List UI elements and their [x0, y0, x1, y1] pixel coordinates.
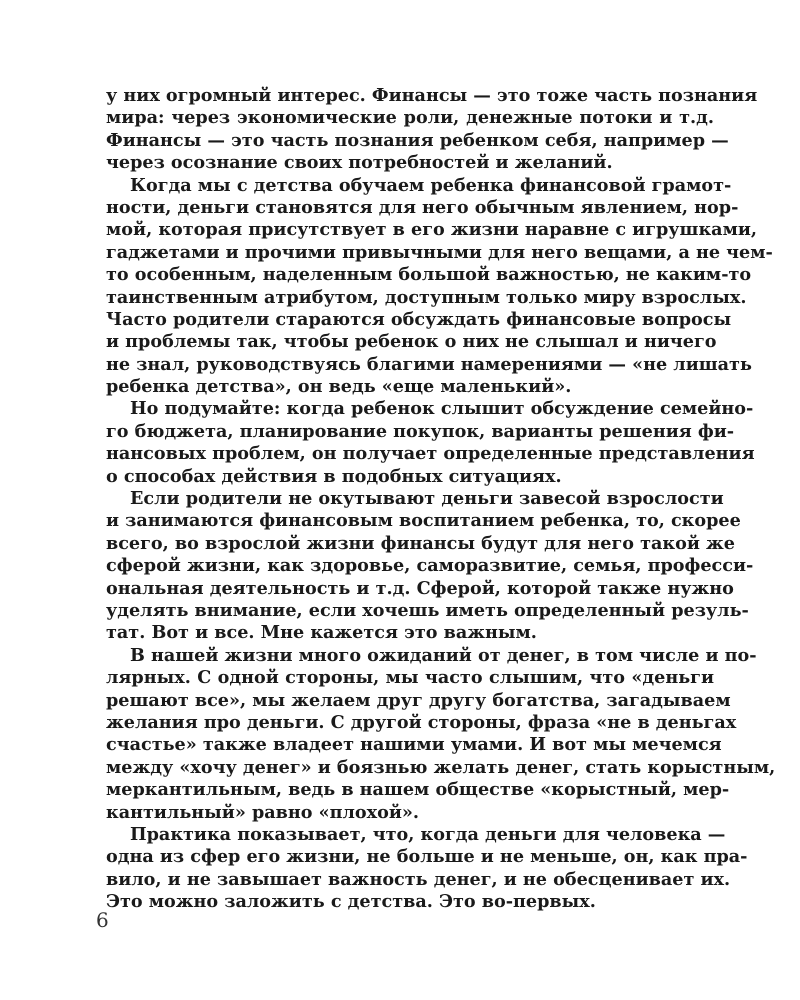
text-line: мира: через экономические роли, денежные потоки и т.д. [106, 107, 714, 129]
page-number: 6 [96, 908, 109, 932]
text-line: В нашей жизни много ожиданий от денег, в том числе и по- [130, 644, 757, 666]
text-line: уделять внимание, если хочешь иметь определенный резуль- [106, 599, 749, 621]
text-line: то особенным, наделенным большой важностью, не каким-то [106, 264, 752, 286]
text-line: желания про деньги. С другой стороны, фраза «не в деньгах [106, 711, 737, 733]
text-line: между «хочу денег» и боязнью желать денег, стать корыстным, [106, 756, 776, 778]
text-line: го бюджета, планирование покупок, варианты решения фи- [106, 420, 735, 442]
text-line: одна из сфер его жизни, не больше и не меньше, он, как пра- [106, 846, 748, 868]
text-line: и занимаются финансовым воспитанием ребенка, то, скорее [106, 510, 741, 532]
text-line: счастье» также владеет нашими умами. И вот мы мечемся [106, 734, 722, 756]
text-line: Практика показывает, что, когда деньги для человека — [130, 823, 726, 845]
text-line: вило, и не завышает важность денег, и не обесценивает их. [106, 868, 731, 890]
text-line: Если родители не окутывают деньги завесой взрослости [130, 488, 724, 510]
text-line: тат. Вот и все. Мне кажется это важным. [106, 622, 537, 644]
text-line: кантильный» равно «плохой». [106, 801, 420, 823]
text-line: и проблемы так, чтобы ребенок о них не слышал и ничего [106, 331, 717, 353]
text-line: ребенка детства», он ведь «еще маленький». [106, 376, 572, 398]
body-text [106, 85, 776, 913]
text-line: меркантильным, ведь в нашем обществе «корыстный, мер- [106, 779, 730, 801]
text-line: таинственным атрибутом, доступным только миру взрослых. [106, 286, 747, 308]
text-line: не знал, руководствуясь благими намерениями — «не лишать [106, 353, 752, 375]
text-line: о способах действия в подобных ситуациях. [106, 465, 562, 487]
text-line: у них огромный интерес. Финансы — это тоже часть познания [106, 85, 758, 106]
text-line: через осознание своих потребностей и желаний. [106, 152, 613, 174]
text-line: всего, во взрослой жизни финансы будут для него такой же [106, 532, 735, 554]
text-line: нансовых проблем, он получает определенные представления [106, 443, 755, 465]
text-line: ональная деятельность и т.д. Сферой, которой также нужно [106, 577, 734, 599]
text-line: Но подумайте: когда ребенок слышит обсуждение семейно- [130, 398, 754, 420]
text-line: сферой жизни, как здоровье, саморазвитие, семья, професси- [106, 555, 754, 577]
text-line: решают все», мы желаем друг другу богатства, загадываем [106, 689, 731, 711]
text-line: мой, которая присутствует в его жизни наравне с игрушками, [106, 219, 758, 241]
text-line: гаджетами и прочими привычными для него вещами, а не чем- [106, 241, 773, 263]
text-line: Когда мы с детства обучаем ребенка финансовой грамот- [130, 174, 732, 196]
text-line: ности, деньги становятся для него обычным явлением, нор- [106, 196, 739, 218]
text-line: лярных. С одной стороны, мы часто слышим, что «деньги [106, 667, 714, 689]
text-line: Финансы — это часть познания ребенком себя, например — [106, 129, 729, 151]
text-line: Часто родители стараются обсуждать финансовые вопросы [106, 308, 732, 330]
text-line: Это можно заложить с детства. Это во-первых. [106, 891, 596, 913]
